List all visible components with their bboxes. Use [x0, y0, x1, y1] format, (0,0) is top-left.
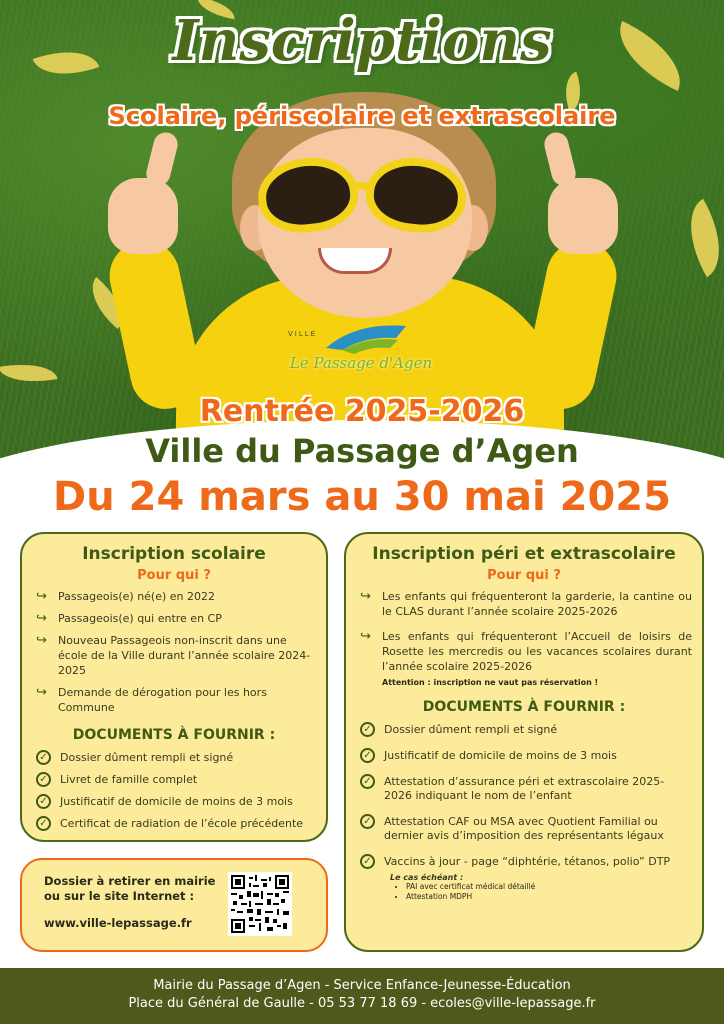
list-item: ↪ Demande de dérogation pour les hors Commune	[36, 685, 267, 714]
list-item: • Attestation MDPH	[406, 892, 702, 902]
thumbs-up-icon	[108, 178, 178, 254]
list-item: ✓ Attestation d’assurance péri et extrascolaire 2025-2026 indiquant le nom de l’enfant	[360, 775, 692, 803]
cas-echeant-title: Le cas échéant :	[390, 873, 464, 882]
scolaire-pour-qui: Pour qui ?	[137, 568, 211, 583]
website-link[interactable]: www.ville-lepassage.fr	[44, 916, 192, 930]
list-item: ✓ Justificatif de domicile de moins de 3 mois	[360, 749, 692, 763]
check-icon: ✓	[360, 748, 375, 763]
city-logo	[286, 318, 436, 384]
dates-heading: Du 24 mars au 30 mai 2025	[53, 474, 671, 520]
logo-wave-icon	[286, 318, 436, 358]
dossier-box	[20, 858, 328, 952]
footer-line1: Mairie du Passage d’Agen - Service Enfance-Jeunesse-Éducation	[153, 978, 571, 993]
check-icon: ✓	[36, 750, 51, 765]
thumb-icon	[144, 130, 180, 188]
arrow-icon: ↪	[36, 633, 47, 648]
thumbs-up-icon	[548, 178, 618, 254]
list-item: ↪ Passageois(e) né(e) en 2022	[36, 589, 216, 604]
scolaire-docs-list	[22, 751, 326, 831]
list-item: ✓ Attestation CAF ou MSA avec Quotient Familial ou dernier avis d’imposition des représentants légaux	[360, 815, 692, 843]
scolaire-title: Inscription scolaire	[82, 544, 266, 564]
arrow-icon: ↪	[36, 611, 47, 626]
rentree-heading: Rentrée 2025-2026	[199, 394, 525, 429]
check-icon: ✓	[36, 772, 51, 787]
scolaire-panel	[20, 532, 328, 842]
arrow-icon: ↪	[36, 589, 47, 604]
scolaire-docs-title: DOCUMENTS À FOURNIR :	[72, 727, 276, 743]
arrow-icon: ↪	[360, 629, 371, 644]
footer-line2: Place du Général de Gaulle - 05 53 77 18 69 - ecoles@ville-lepassage.fr	[128, 996, 596, 1011]
thumb-icon	[542, 130, 578, 188]
arrow-icon: ↪	[36, 685, 47, 700]
peri-docs-title: DOCUMENTS À FOURNIR :	[422, 699, 626, 715]
check-icon: ✓	[360, 774, 375, 789]
peri-criteria-list	[346, 589, 702, 674]
peri-pour-qui: Pour qui ?	[487, 568, 561, 583]
list-item: • PAI avec certificat médical détaillé	[406, 882, 702, 892]
check-icon: ✓	[360, 854, 375, 869]
arrow-icon: ↪	[360, 589, 371, 604]
list-item: ↪ Les enfants qui fréquenteront l’Accueil de loisirs de Rosette les mercredis ou les vacances scolaires durant l’année scolaire 2025-2026	[360, 629, 692, 673]
peri-title: Inscription péri et extrascolaire	[372, 544, 676, 564]
list-item: ↪ Nouveau Passageois non-inscrit dans une école de la Ville durant l’année scolaire 2024-2025	[36, 633, 311, 677]
list-item: ✓ Dossier dûment rempli et signé	[360, 723, 692, 737]
list-item: ✓ Dossier dûment rempli et signé	[36, 751, 316, 765]
peri-panel	[344, 532, 704, 952]
logo-name: Le Passage d'Agen	[289, 354, 433, 372]
list-item: ✓ Livret de famille complet	[36, 773, 316, 787]
scolaire-criteria-list	[22, 589, 326, 715]
check-icon: ✓	[360, 814, 375, 829]
cas-echeant-list	[346, 882, 702, 902]
check-icon: ✓	[360, 722, 375, 737]
list-item: ↪ Les enfants qui fréquenteront la garderie, la cantine ou le CLAS durant l’année scolaire 2025-2026	[360, 589, 692, 618]
list-item: ✓ Vaccins à jour - page “diphtérie, tétanos, polio” DTP	[360, 855, 692, 869]
logo-ville-label: VILLE	[288, 330, 318, 338]
check-icon: ✓	[36, 794, 51, 809]
sunglasses-bridge	[350, 182, 372, 190]
dossier-text: Dossier à retirer en mairie ou sur le site Internet :	[44, 874, 216, 903]
qr-code-graphic	[231, 875, 289, 933]
peri-docs-list	[346, 723, 702, 869]
leaf-decoration	[672, 199, 724, 278]
check-icon: ✓	[36, 816, 51, 831]
qr-code-icon[interactable]	[228, 872, 292, 936]
page-title: Inscriptions	[172, 8, 552, 74]
list-item: ✓ Justificatif de domicile de moins de 3 mois	[36, 795, 316, 809]
attention-note: Attention : inscription ne vaut pas réservation !	[382, 678, 599, 687]
footer	[0, 968, 724, 1024]
leaf-decoration	[0, 357, 57, 388]
list-item: ✓ Certificat de radiation de l’école précédente	[36, 817, 316, 831]
page-subtitle: Scolaire, périscolaire et extrascolaire	[108, 102, 616, 130]
list-item: ↪ Passageois(e) qui entre en CP	[36, 611, 222, 626]
ville-heading: Ville du Passage d’Agen	[145, 432, 579, 470]
